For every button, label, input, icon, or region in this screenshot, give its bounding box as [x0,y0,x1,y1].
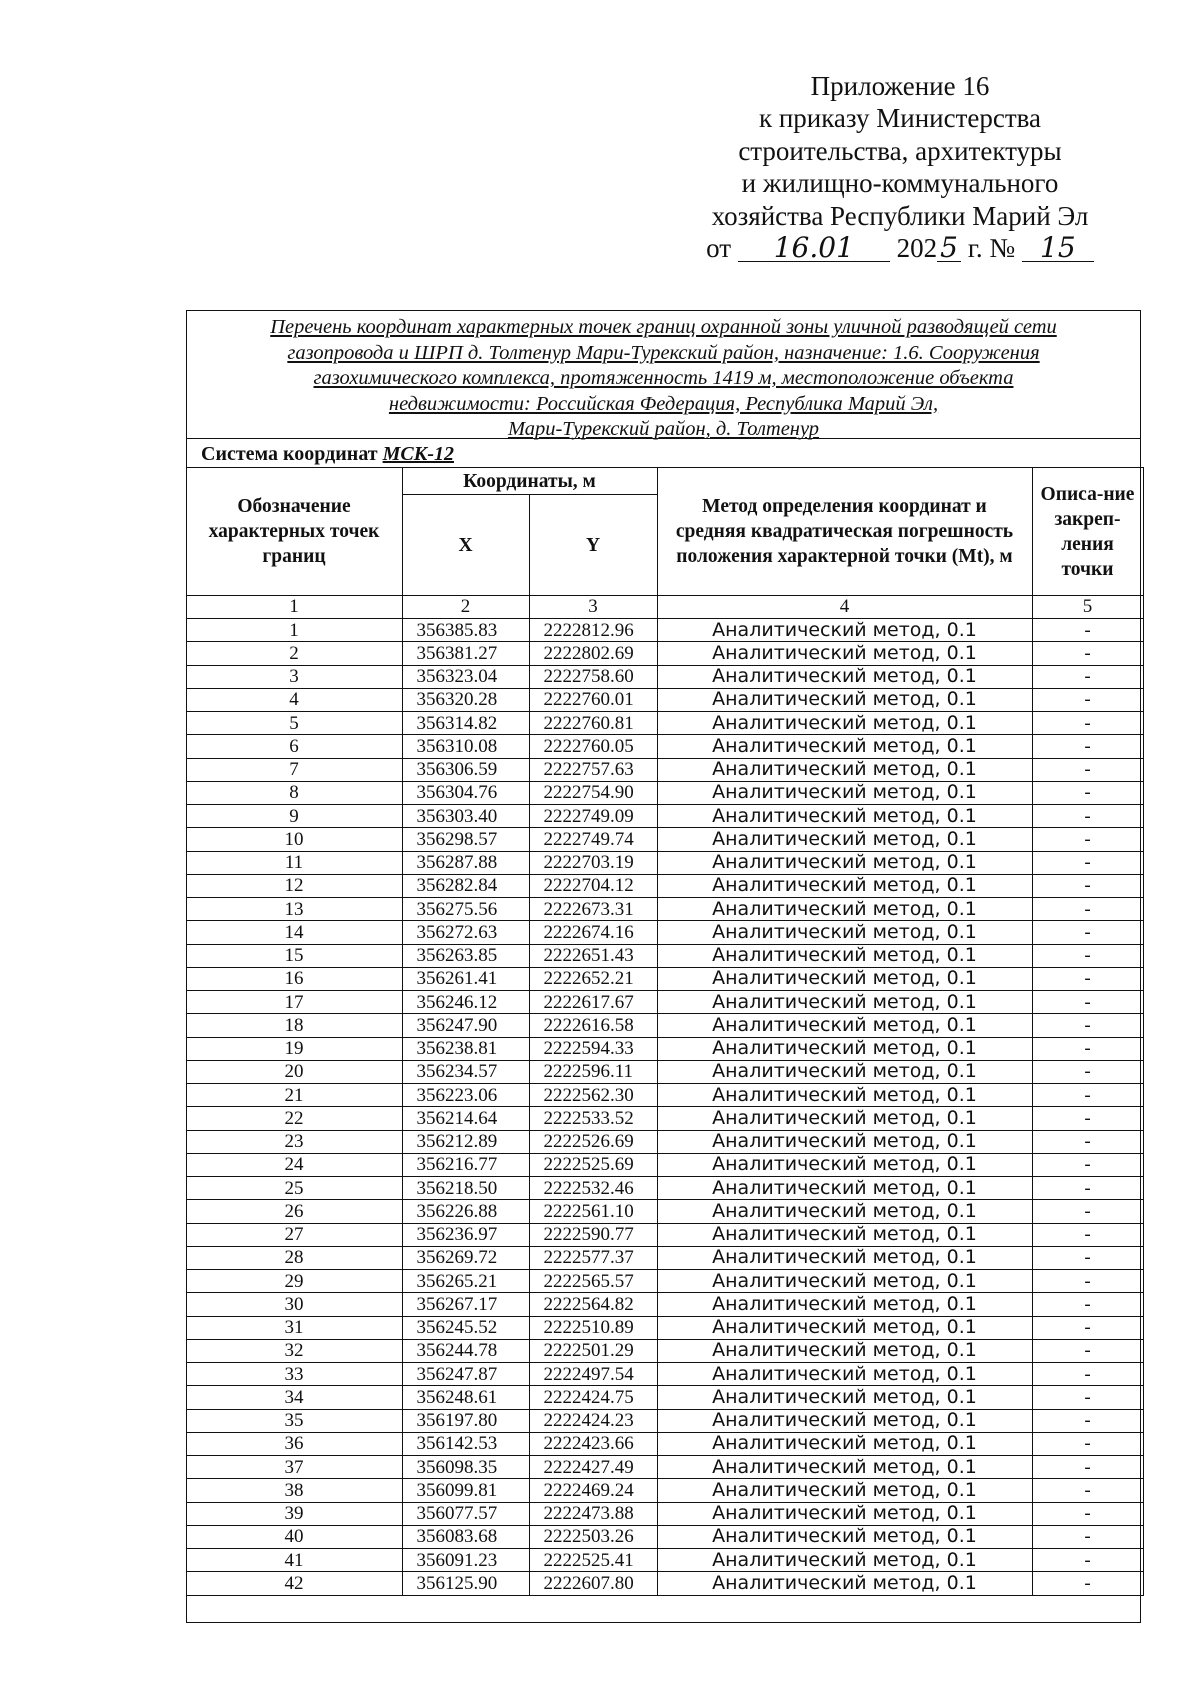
description-cell: - [1032,1549,1143,1572]
y-coordinate-cell: 2222533.52 [529,1107,657,1130]
description-cell: - [1032,1363,1143,1386]
description-cell: - [1032,619,1143,642]
x-coordinate-cell: 356287.88 [402,851,529,874]
table-row [186,1386,1143,1409]
year-prefix: 202 [896,233,938,264]
y-coordinate-cell: 2222596.11 [529,1060,657,1083]
method-cell: Аналитический метод, 0.1 [657,758,1032,781]
description-cell: - [1032,991,1143,1014]
point-number-cell: 4 [186,688,402,711]
description-cell: - [1032,758,1143,781]
method-cell: Аналитический метод, 0.1 [657,1363,1032,1386]
y-coordinate-cell: 2222616.58 [529,1014,657,1037]
y-coordinate-cell: 2222501.29 [529,1339,657,1362]
point-number-cell: 33 [186,1363,402,1386]
x-coordinate-cell: 356246.12 [402,991,529,1014]
y-coordinate-cell: 2222424.75 [529,1386,657,1409]
description-cell: - [1032,851,1143,874]
caption-line: газопровода и ШРП д. Толтенур Мари-Турекский район, назначение: 1.6. Сооружения [287,341,1040,364]
x-coordinate-cell: 356247.87 [402,1363,529,1386]
table-row [186,898,1143,921]
point-number-cell: 29 [186,1270,402,1293]
point-number-cell: 17 [186,991,402,1014]
description-cell: - [1032,967,1143,990]
method-cell: Аналитический метод, 0.1 [657,1409,1032,1432]
method-cell: Аналитический метод, 0.1 [657,921,1032,944]
caption-line: Мари-Турекский район, д. Толтенур [507,418,820,440]
point-number-cell: 25 [186,1177,402,1200]
table-row [186,758,1143,781]
x-coordinate-cell: 356248.61 [402,1386,529,1409]
appendix-line: хозяйства Республики Марий Эл [711,200,1089,231]
method-cell: Аналитический метод, 0.1 [657,1339,1032,1362]
point-number-cell: 5 [186,712,402,735]
table-row [186,1432,1143,1455]
header-coordinates: Координаты, м [402,468,657,495]
coordinate-system-label [201,442,454,466]
description-cell: - [1032,1432,1143,1455]
method-cell: Аналитический метод, 0.1 [657,1223,1032,1246]
x-coordinate-cell: 356261.41 [402,967,529,990]
method-cell: Аналитический метод, 0.1 [657,991,1032,1014]
table-row [186,642,1143,665]
y-coordinate-cell: 2222673.31 [529,898,657,921]
y-coordinate-cell: 2222754.90 [529,781,657,804]
table-row [186,991,1143,1014]
x-coordinate-cell: 356083.68 [402,1525,529,1548]
y-coordinate-cell: 2222590.77 [529,1223,657,1246]
x-coordinate-cell: 356310.08 [402,735,529,758]
description-cell: - [1032,1409,1143,1432]
method-cell: Аналитический метод, 0.1 [657,1456,1032,1479]
x-coordinate-cell: 356265.21 [402,1270,529,1293]
y-coordinate-cell: 2222651.43 [529,944,657,967]
description-cell: - [1032,1525,1143,1548]
y-coordinate-cell: 2222760.05 [529,735,657,758]
point-number-cell: 26 [186,1200,402,1223]
method-cell: Аналитический метод, 0.1 [657,944,1032,967]
table-row [186,874,1143,897]
table-row [186,1293,1143,1316]
method-cell: Аналитический метод, 0.1 [657,1037,1032,1060]
x-coordinate-cell: 356320.28 [402,688,529,711]
description-cell: - [1032,712,1143,735]
point-number-cell: 3 [186,665,402,688]
number-label: г. № [967,233,1016,264]
description-cell: - [1032,735,1143,758]
y-coordinate-cell: 2222607.80 [529,1572,657,1595]
table-row [186,1060,1143,1083]
table-row [186,1223,1143,1246]
y-coordinate-cell: 2222564.82 [529,1293,657,1316]
point-number-cell: 20 [186,1060,402,1083]
description-cell: - [1032,1293,1143,1316]
method-cell: Аналитический метод, 0.1 [657,1525,1032,1548]
method-cell: Аналитический метод, 0.1 [657,1060,1032,1083]
description-cell: - [1032,1386,1143,1409]
method-cell: Аналитический метод, 0.1 [657,1386,1032,1409]
header-method: Метод определения координат и средняя квадратическая погрешность положения характерной точки (Mt), м [657,468,1032,596]
y-coordinate-cell: 2222760.81 [529,712,657,735]
y-coordinate-cell: 2222704.12 [529,874,657,897]
method-cell: Аналитический метод, 0.1 [657,619,1032,642]
table-row [186,1084,1143,1107]
column-number: 2 [402,596,529,619]
method-cell: Аналитический метод, 0.1 [657,1316,1032,1339]
description-cell: - [1032,1084,1143,1107]
description-cell: - [1032,1316,1143,1339]
y-coordinate-cell: 2222577.37 [529,1246,657,1269]
method-cell: Аналитический метод, 0.1 [657,1246,1032,1269]
method-cell: Аналитический метод, 0.1 [657,688,1032,711]
x-coordinate-cell: 356238.81 [402,1037,529,1060]
x-coordinate-cell: 356269.72 [402,1246,529,1269]
method-cell: Аналитический метод, 0.1 [657,805,1032,828]
method-cell: Аналитический метод, 0.1 [657,781,1032,804]
y-coordinate-cell: 2222652.21 [529,967,657,990]
x-coordinate-cell: 356244.78 [402,1339,529,1362]
y-coordinate-cell: 2222565.57 [529,1270,657,1293]
x-coordinate-cell: 356298.57 [402,828,529,851]
table-row [186,1153,1143,1176]
table-row [186,1502,1143,1525]
y-coordinate-cell: 2222526.69 [529,1130,657,1153]
appendix-line: строительства, архитектуры [738,135,1062,166]
y-coordinate-cell: 2222424.23 [529,1409,657,1432]
x-coordinate-cell: 356218.50 [402,1177,529,1200]
method-cell: Аналитический метод, 0.1 [657,828,1032,851]
y-coordinate-cell: 2222674.16 [529,921,657,944]
order-number-field: 15 [1022,235,1094,262]
table-row [186,1246,1143,1269]
x-coordinate-cell: 356214.64 [402,1107,529,1130]
description-cell: - [1032,1037,1143,1060]
y-coordinate-cell: 2222749.09 [529,805,657,828]
description-cell: - [1032,921,1143,944]
table-row [186,1525,1143,1548]
point-number-cell: 34 [186,1386,402,1409]
table-row [186,688,1143,711]
y-coordinate-cell: 2222758.60 [529,665,657,688]
appendix-line: к приказу Министерства [758,103,1042,134]
appendix-line: и жилищно-коммунального [741,168,1059,199]
method-cell: Аналитический метод, 0.1 [657,1502,1032,1525]
x-coordinate-cell: 356212.89 [402,1130,529,1153]
table-row [186,1107,1143,1130]
x-coordinate-cell: 356223.06 [402,1084,529,1107]
y-coordinate-cell: 2222760.01 [529,688,657,711]
table-row [186,1270,1143,1293]
description-cell: - [1032,944,1143,967]
table-row [186,1479,1143,1502]
x-coordinate-cell: 356197.80 [402,1409,529,1432]
table-row [186,1130,1143,1153]
caption-line: газохимического комплекса, протяженность 1419 м, местоположение объекта [313,367,1014,389]
table-row [186,828,1143,851]
table-row [186,1014,1143,1037]
x-coordinate-cell: 356323.04 [402,665,529,688]
y-coordinate-cell: 2222427.49 [529,1456,657,1479]
description-cell: - [1032,874,1143,897]
y-coordinate-cell: 2222562.30 [529,1084,657,1107]
coordinate-system-caption: Система координат [201,443,378,465]
description-cell: - [1032,1107,1143,1130]
description-cell: - [1032,828,1143,851]
x-coordinate-cell: 356303.40 [402,805,529,828]
point-number-cell: 24 [186,1153,402,1176]
column-number: 1 [186,596,402,619]
method-cell: Аналитический метод, 0.1 [657,1107,1032,1130]
method-cell: Аналитический метод, 0.1 [657,1014,1032,1037]
x-coordinate-cell: 356304.76 [402,781,529,804]
method-cell: Аналитический метод, 0.1 [657,874,1032,897]
method-cell: Аналитический метод, 0.1 [657,1153,1032,1176]
column-number: 4 [657,596,1032,619]
y-coordinate-cell: 2222749.74 [529,828,657,851]
x-coordinate-cell: 356282.84 [402,874,529,897]
y-coordinate-cell: 2222525.41 [529,1549,657,1572]
y-coordinate-cell: 2222594.33 [529,1037,657,1060]
point-number-cell: 40 [186,1525,402,1548]
year-digit-field: 5 [937,235,961,262]
point-number-cell: 16 [186,967,402,990]
point-number-cell: 42 [186,1572,402,1595]
x-coordinate-cell: 356077.57 [402,1502,529,1525]
table-row [186,1037,1143,1060]
point-number-cell: 22 [186,1107,402,1130]
table-row [186,944,1143,967]
x-coordinate-cell: 356216.77 [402,1153,529,1176]
x-coordinate-cell: 356234.57 [402,1060,529,1083]
caption-line: Перечень координат характерных точек границ охранной зоны уличной разводящей сети [270,316,1057,338]
description-cell: - [1032,1339,1143,1362]
point-number-cell: 36 [186,1432,402,1455]
column-number: 5 [1032,596,1143,619]
method-cell: Аналитический метод, 0.1 [657,851,1032,874]
y-coordinate-cell: 2222473.88 [529,1502,657,1525]
y-coordinate-cell: 2222561.10 [529,1200,657,1223]
point-number-cell: 31 [186,1316,402,1339]
point-number-cell: 14 [186,921,402,944]
description-cell: - [1032,1014,1143,1037]
description-cell: - [1032,1502,1143,1525]
point-number-cell: 41 [186,1549,402,1572]
point-number-cell: 32 [186,1339,402,1362]
point-number-cell: 38 [186,1479,402,1502]
table-row [186,1339,1143,1362]
y-coordinate-cell: 2222469.24 [529,1479,657,1502]
method-cell: Аналитический метод, 0.1 [657,1572,1032,1595]
y-coordinate-cell: 2222497.54 [529,1363,657,1386]
table-row [186,805,1143,828]
description-cell: - [1032,1153,1143,1176]
table-row [186,1456,1143,1479]
caption-line: недвижимости: Российская Федерация, Республика Марий Эл, [388,392,939,415]
point-number-cell: 30 [186,1293,402,1316]
x-coordinate-cell: 356142.53 [402,1432,529,1455]
point-number-cell: 39 [186,1502,402,1525]
x-coordinate-cell: 356236.97 [402,1223,529,1246]
x-coordinate-cell: 356226.88 [402,1200,529,1223]
description-cell: - [1032,1479,1143,1502]
table-row [186,1549,1143,1572]
order-date-line [690,232,1110,264]
method-cell: Аналитический метод, 0.1 [657,1479,1032,1502]
table-row [186,921,1143,944]
y-coordinate-cell: 2222532.46 [529,1177,657,1200]
y-coordinate-cell: 2222812.96 [529,619,657,642]
description-cell: - [1032,1270,1143,1293]
point-number-cell: 10 [186,828,402,851]
table-row [186,967,1143,990]
point-number-cell: 9 [186,805,402,828]
description-cell: - [1032,1246,1143,1269]
table-row [186,712,1143,735]
method-cell: Аналитический метод, 0.1 [657,1549,1032,1572]
table-row [186,1200,1143,1223]
method-cell: Аналитический метод, 0.1 [657,1293,1032,1316]
method-cell: Аналитический метод, 0.1 [657,1270,1032,1293]
table-row [186,735,1143,758]
x-coordinate-cell: 356263.85 [402,944,529,967]
y-coordinate-cell: 2222510.89 [529,1316,657,1339]
description-cell: - [1032,1456,1143,1479]
x-coordinate-cell: 356272.63 [402,921,529,944]
point-number-cell: 2 [186,642,402,665]
description-cell: - [1032,781,1143,804]
description-cell: - [1032,688,1143,711]
point-number-cell: 35 [186,1409,402,1432]
coordinates-table-body [186,619,1143,1596]
x-coordinate-cell: 356385.83 [402,619,529,642]
x-coordinate-cell: 356245.52 [402,1316,529,1339]
method-cell: Аналитический метод, 0.1 [657,1084,1032,1107]
header-x: X [402,495,529,596]
point-number-cell: 19 [186,1037,402,1060]
method-cell: Аналитический метод, 0.1 [657,967,1032,990]
coordinate-system-value: МСК-12 [382,443,454,465]
method-cell: Аналитический метод, 0.1 [657,1200,1032,1223]
y-coordinate-cell: 2222802.69 [529,642,657,665]
table-row [186,1316,1143,1339]
point-number-cell: 23 [186,1130,402,1153]
description-cell: - [1032,898,1143,921]
x-coordinate-cell: 356091.23 [402,1549,529,1572]
description-cell: - [1032,805,1143,828]
x-coordinate-cell: 356098.35 [402,1456,529,1479]
method-cell: Аналитический метод, 0.1 [657,712,1032,735]
y-coordinate-cell: 2222703.19 [529,851,657,874]
table-row [186,1177,1143,1200]
point-number-cell: 28 [186,1246,402,1269]
header-y: Y [529,495,657,596]
table-row [186,1363,1143,1386]
table-row [186,619,1143,642]
y-coordinate-cell: 2222503.26 [529,1525,657,1548]
coordinates-table [186,467,1144,1596]
from-label: от [706,233,732,264]
point-number-cell: 1 [186,619,402,642]
x-coordinate-cell: 356267.17 [402,1293,529,1316]
point-number-cell: 37 [186,1456,402,1479]
table-row [186,1572,1143,1595]
method-cell: Аналитический метод, 0.1 [657,1177,1032,1200]
table-row [186,1409,1143,1432]
method-cell: Аналитический метод, 0.1 [657,1130,1032,1153]
description-cell: - [1032,1130,1143,1153]
x-coordinate-cell: 356275.56 [402,898,529,921]
description-cell: - [1032,1572,1143,1595]
appendix-header [690,70,1110,264]
x-coordinate-cell: 356125.90 [402,1572,529,1595]
table-row [186,851,1143,874]
coordinates-document-box [186,310,1141,1623]
x-coordinate-cell: 356306.59 [402,758,529,781]
header-description: Описа-ние закреп-ления точки [1032,468,1143,596]
y-coordinate-cell: 2222525.69 [529,1153,657,1176]
appendix-title: Приложение 16 [810,71,990,101]
description-cell: - [1032,642,1143,665]
x-coordinate-cell: 356099.81 [402,1479,529,1502]
method-cell: Аналитический метод, 0.1 [657,1432,1032,1455]
point-number-cell: 6 [186,735,402,758]
column-number: 3 [529,596,657,619]
point-number-cell: 12 [186,874,402,897]
table-row [186,665,1143,688]
method-cell: Аналитический метод, 0.1 [657,642,1032,665]
point-number-cell: 8 [186,781,402,804]
method-cell: Аналитический метод, 0.1 [657,898,1032,921]
table-row [186,781,1143,804]
point-number-cell: 27 [186,1223,402,1246]
method-cell: Аналитический метод, 0.1 [657,735,1032,758]
description-cell: - [1032,1060,1143,1083]
description-cell: - [1032,1200,1143,1223]
description-cell: - [1032,1177,1143,1200]
x-coordinate-cell: 356314.82 [402,712,529,735]
table-caption [187,311,1140,439]
point-number-cell: 21 [186,1084,402,1107]
point-number-cell: 15 [186,944,402,967]
method-cell: Аналитический метод, 0.1 [657,665,1032,688]
y-coordinate-cell: 2222617.67 [529,991,657,1014]
x-coordinate-cell: 356381.27 [402,642,529,665]
description-cell: - [1032,1223,1143,1246]
point-number-cell: 13 [186,898,402,921]
header-point-designation: Обозначение характерных точек границ [186,468,402,596]
point-number-cell: 11 [186,851,402,874]
point-number-cell: 7 [186,758,402,781]
x-coordinate-cell: 356247.90 [402,1014,529,1037]
description-cell: - [1032,665,1143,688]
y-coordinate-cell: 2222423.66 [529,1432,657,1455]
y-coordinate-cell: 2222757.63 [529,758,657,781]
order-date-field: 16.01 [738,235,890,262]
point-number-cell: 18 [186,1014,402,1037]
